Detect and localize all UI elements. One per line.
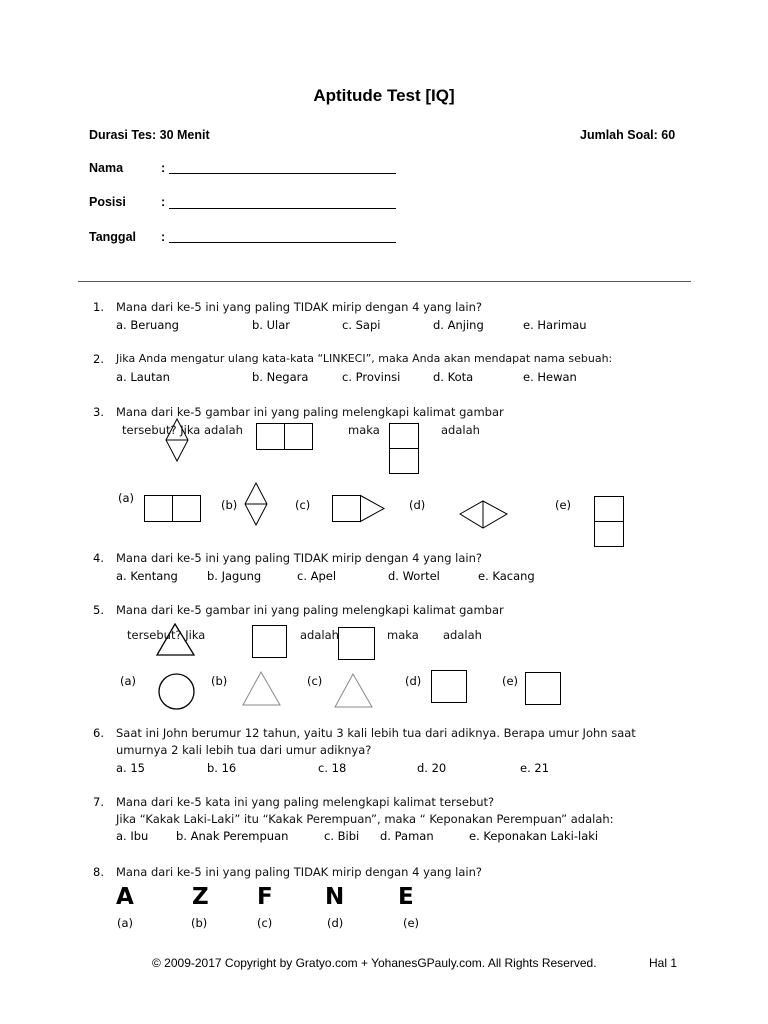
choice-b-shape[interactable] — [244, 482, 268, 526]
option-c: c. Apel — [297, 569, 337, 583]
choice-c-shape[interactable] — [332, 495, 386, 523]
question-number: 5. — [93, 603, 104, 617]
option-e: e. Harimau — [523, 318, 587, 332]
choice-label-a: (a) — [117, 916, 134, 930]
section-divider — [78, 281, 691, 282]
field-label-tanggal: Tanggal — [89, 230, 136, 244]
option-c: c. Sapi — [342, 318, 381, 332]
letter-option-a: A — [116, 884, 134, 910]
option-c: c. Provinsi — [342, 370, 401, 384]
question-number: 8. — [93, 865, 104, 879]
question-text: Mana dari ke-5 ini yang paling TIDAK mirip dengan 4 yang lain? — [116, 865, 483, 879]
field-colon: : — [161, 230, 166, 244]
option-d: d. Kota — [433, 370, 474, 384]
field-label-nama: Nama — [89, 161, 124, 175]
letter-option-d: N — [325, 884, 345, 910]
field-label-posisi: Posisi — [89, 195, 126, 209]
choice-label-e: (e) — [403, 916, 420, 930]
choice-c-triangle[interactable] — [334, 673, 374, 709]
question-text: Mana dari ke-5 ini yang paling TIDAK mirip dengan 4 yang lain? — [116, 300, 483, 314]
option-e: e. 21 — [520, 761, 550, 775]
option-a: a. Ibu — [116, 829, 149, 843]
option-a: a. Kentang — [116, 569, 178, 583]
adalah-label: adalah — [300, 628, 339, 642]
option-b: b. Jagung — [207, 569, 262, 583]
choice-a-shape[interactable] — [144, 495, 202, 523]
choice-label-a: (a) — [118, 491, 135, 505]
question-number: 2. — [93, 352, 104, 366]
question-text: Jika Anda mengatur ulang kata-kata “LINKECI”, maka Anda akan mendapat nama sebuah: — [116, 352, 613, 365]
question-text: umurnya 2 kali lebih tua dari umur adiknya? — [116, 743, 372, 757]
choice-d-shape[interactable] — [459, 500, 509, 530]
choice-e-shape[interactable] — [594, 496, 626, 548]
choice-label-d: (d) — [405, 674, 422, 688]
adalah-label: adalah — [443, 628, 482, 642]
option-b: b. Ular — [252, 318, 290, 332]
option-b: b. Anak Perempuan — [176, 829, 289, 843]
option-d: d. Paman — [380, 829, 434, 843]
option-a: a. 15 — [116, 761, 145, 775]
choice-label-d: (d) — [409, 498, 426, 512]
choice-label-b: (b) — [211, 674, 228, 688]
letter-option-e: E — [398, 884, 414, 910]
horizontal-double-box — [256, 423, 314, 451]
option-e: e. Hewan — [523, 370, 577, 384]
choice-label-e: (e) — [555, 498, 572, 512]
page-number: Hal 1 — [649, 956, 678, 970]
diamond-shape — [165, 418, 189, 462]
vertical-double-box — [389, 423, 421, 475]
field-colon: : — [161, 195, 166, 209]
letter-option-b: Z — [192, 884, 209, 910]
date-input-line[interactable] — [169, 242, 396, 243]
choice-label-e: (e) — [502, 674, 519, 688]
question-text: Mana dari ke-5 ini yang paling TIDAK mirip dengan 4 yang lain? — [116, 551, 483, 565]
option-e: e. Kacang — [478, 569, 535, 583]
square-shape — [252, 625, 288, 659]
choice-a-circle[interactable] — [158, 673, 196, 711]
choice-label-b: (b) — [221, 498, 238, 512]
square-shape — [338, 627, 376, 661]
option-e: e. Keponakan Laki-laki — [469, 829, 599, 843]
choice-label-b: (b) — [191, 916, 208, 930]
maka-label: maka — [348, 423, 380, 437]
question-text: Mana dari ke-5 gambar ini yang paling melengkapi kalimat gambar — [116, 603, 504, 617]
option-a: a. Lautan — [116, 370, 170, 384]
question-number: 7. — [93, 795, 104, 809]
test-duration: Durasi Tes: 30 Menit — [89, 128, 210, 142]
adalah-label: adalah — [441, 423, 480, 437]
choice-label-c: (c) — [307, 674, 323, 688]
option-b: b. 16 — [207, 761, 237, 775]
choice-b-triangle[interactable] — [242, 671, 282, 707]
option-d: d. Wortel — [388, 569, 440, 583]
question-text: Saat ini John berumur 12 tahun, yaitu 3 kali lebih tua dari adiknya. Berapa umur John saat — [116, 726, 636, 740]
question-number: 3. — [93, 405, 104, 419]
choice-label-c: (c) — [257, 916, 273, 930]
question-text: tersebut? Jika adalah — [122, 423, 243, 437]
option-d: d. 20 — [417, 761, 447, 775]
question-count: Jumlah Soal: 60 — [580, 128, 676, 142]
question-number: 1. — [93, 300, 104, 314]
choice-e-square[interactable] — [525, 672, 563, 706]
question-number: 4. — [93, 551, 104, 565]
page-title: Aptitude Test [IQ] — [313, 86, 455, 105]
option-c: c. Bibi — [324, 829, 360, 843]
copyright-footer: © 2009-2017 Copyright by Gratyo.com + YohanesGPauly.com. All Rights Reserved. — [152, 956, 597, 970]
choice-label-d: (d) — [327, 916, 344, 930]
option-d: d. Anjing — [433, 318, 484, 332]
option-a: a. Beruang — [116, 318, 179, 332]
option-c: c. 18 — [318, 761, 347, 775]
question-number: 6. — [93, 726, 104, 740]
field-colon: : — [161, 161, 166, 175]
choice-label-a: (a) — [120, 674, 137, 688]
option-b: b. Negara — [252, 370, 309, 384]
choice-d-square[interactable] — [431, 670, 469, 704]
question-text: Mana dari ke-5 gambar ini yang paling melengkapi kalimat gambar — [116, 405, 504, 419]
position-input-line[interactable] — [169, 208, 396, 209]
letter-option-c: F — [257, 884, 273, 910]
question-text: Mana dari ke-5 kata ini yang paling melengkapi kalimat tersebut? — [116, 795, 495, 809]
maka-label: maka — [387, 628, 419, 642]
triangle-shape — [156, 623, 196, 657]
choice-label-c: (c) — [295, 498, 311, 512]
question-text: Jika “Kakak Laki-Laki” itu “Kakak Perempuan”, maka “ Keponakan Perempuan” adalah: — [116, 812, 614, 826]
question-text: tersebut? Jika — [127, 628, 206, 642]
name-input-line[interactable] — [169, 173, 396, 174]
